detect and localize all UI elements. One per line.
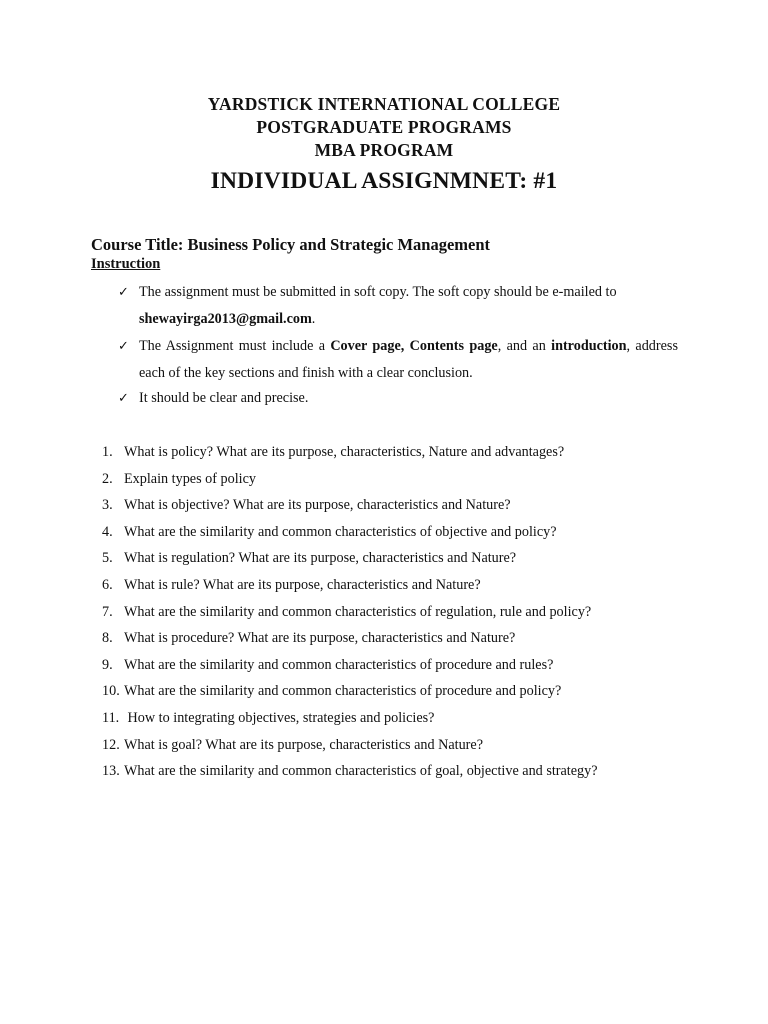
program-title: MBA PROGRAM [314,140,454,160]
question-number: 11. [102,710,120,726]
instruction-item [118,279,678,333]
question-number: 7. [102,603,113,620]
question-text: What are the similarity and common characteristics of procedure and policy? [124,683,562,700]
question-text: What are the similarity and common characteristics of objective and policy? [124,523,557,540]
question-number: 4. [102,523,113,540]
question-number: 13. [102,763,120,780]
assignment-title: INDIVIDUAL ASSIGNMNET: #1 [210,168,558,194]
college-name: YARDSTICK INTERNATIONAL COLLEGE [207,94,561,114]
question-item [102,466,256,493]
question-text: What are the similarity and common characteristics of regulation, rule and policy? [124,603,592,620]
question-text: What are the similarity and common characteristics of goal, objective and strategy? [124,763,598,780]
question-item [102,545,516,572]
question-item [102,652,553,679]
instruction-text: , address each of the key sections and finish with a clear conclusion. [139,338,678,381]
question-item [102,572,481,599]
question-item [102,439,564,466]
question-number: 1. [102,444,113,460]
instruction-text: . [311,311,316,327]
email-address: shewayirga2013@gmail.com [139,311,312,327]
question-number: 9. [102,656,113,673]
question-item [102,758,598,785]
question-text: How to integrating objectives, strategies and policies? [124,710,435,726]
instruction-text: It should be clear and precise. [139,390,309,406]
question-text: What is objective? What are its purpose, characteristics and Nature? [124,497,511,514]
programs-title: POSTGRADUATE PROGRAMS [256,117,512,137]
instruction-text: The Assignment must include a [139,338,331,354]
question-number: 10. [102,683,120,700]
instruction-item [118,385,678,412]
question-item [102,519,557,546]
question-item [102,599,591,626]
question-number: 6. [102,577,113,593]
question-text: What is procedure? What are its purpose, characteristics and Nature? [124,630,516,647]
instruction-item [118,333,678,387]
question-text: What is rule? What are its purpose, characteristics and Nature? [124,577,481,593]
question-text: Explain types of policy [124,470,256,487]
checkmark-icon: ✓ [118,285,129,300]
document-header [0,93,768,196]
question-number: 5. [102,550,113,567]
question-item [102,732,483,759]
question-item [102,625,515,652]
instruction-heading: Instruction [91,256,161,272]
question-number: 12. [102,736,120,753]
instruction-text: The assignment must be submitted in soft copy. The soft copy should be e-mailed to [139,284,617,300]
checkmark-icon: ✓ [118,339,129,354]
question-number: 3. [102,497,113,514]
question-text: What is goal? What are its purpose, characteristics and Nature? [124,736,484,753]
instruction-bold-text: Cover page, Contents page [330,338,498,354]
question-text: What are the similarity and common characteristics of procedure and rules? [124,656,554,673]
checkmark-icon: ✓ [118,391,129,406]
instruction-text: , and an [497,338,552,354]
question-number: 2. [102,470,113,487]
question-text: What is regulation? What are its purpose, characteristics and Nature? [124,550,517,567]
course-title: Course Title: Business Policy and Strategic Management [91,235,491,254]
question-item [102,492,511,519]
instruction-bold-text: introduction [551,338,627,354]
question-number: 8. [102,630,113,647]
question-item [102,705,434,732]
question-item [102,678,561,705]
question-text: What is policy? What are its purpose, characteristics, Nature and advantages? [124,444,565,460]
